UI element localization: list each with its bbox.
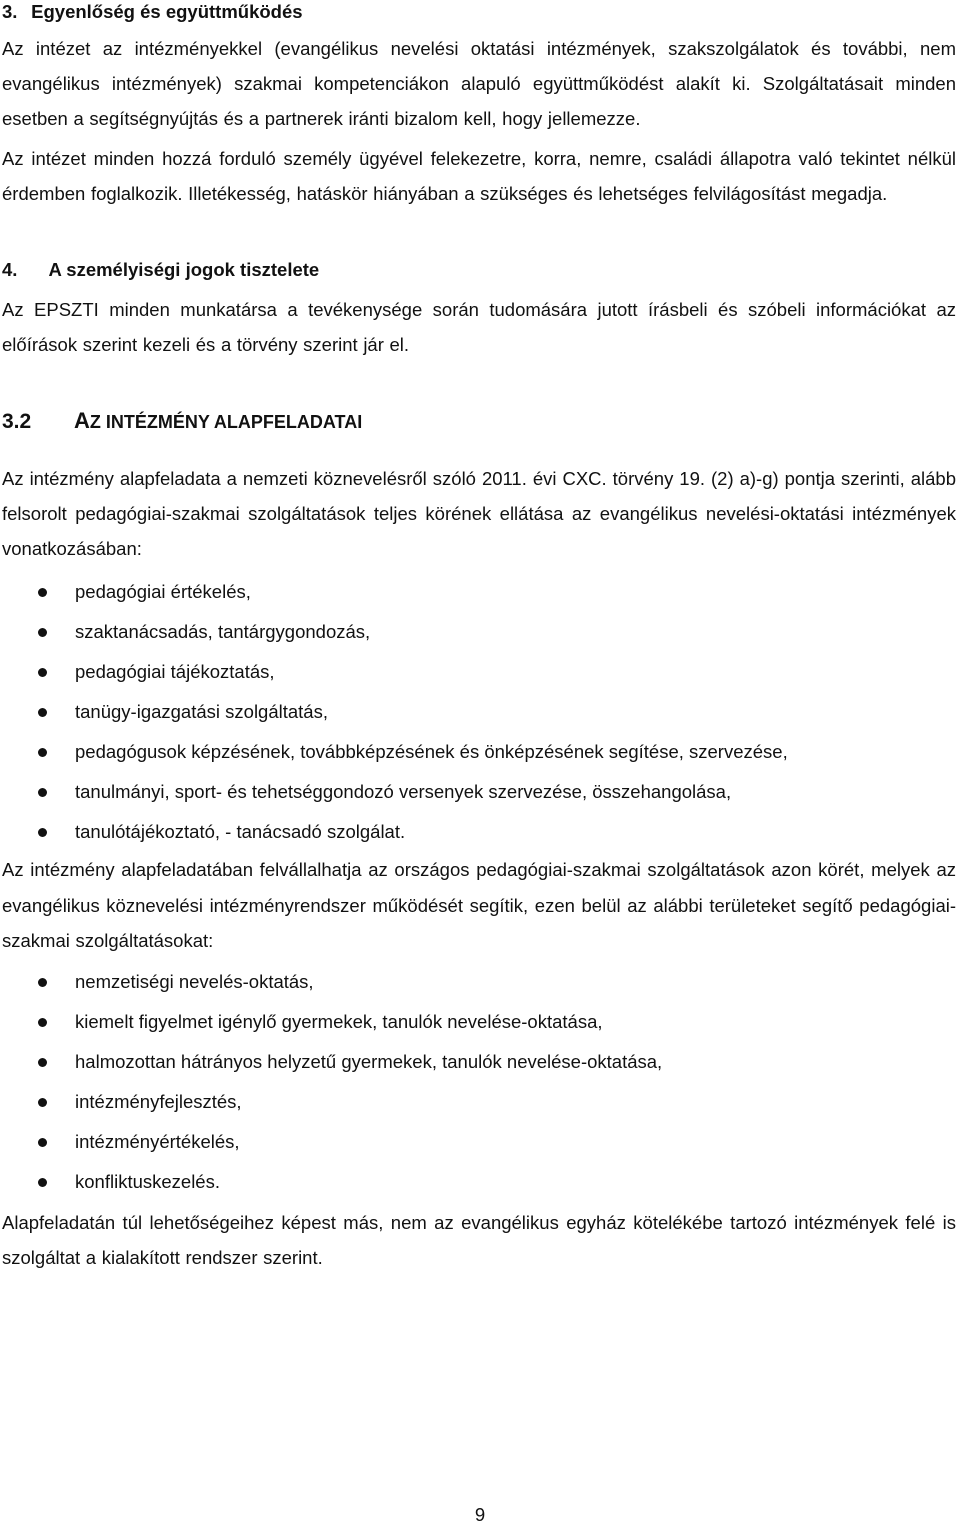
bullet-icon	[38, 748, 47, 757]
section-number: 3.2	[2, 410, 32, 433]
bullet-icon	[38, 708, 47, 717]
heading-number: 4.	[2, 259, 18, 280]
list-item: pedagógiai értékelés,	[0, 580, 940, 620]
paragraph-core-task-intro: Az intézmény alapfeladata a nemzeti köznevelésről szóló 2011. évi CXC. törvény 19. (2) a)-g) pontja szerinti, alább felsorolt pedagógiai-szakmai szolgáltatások teljes körének ellátása az evangélikus nevelési-oktatási intézmények vonatkozásában:	[2, 468, 956, 559]
heading-title: Egyenlőség és együttműködés	[31, 1, 303, 22]
bullet-icon	[38, 978, 47, 987]
page-number: 9	[474, 1504, 486, 1525]
list-item: konfliktuskezelés.	[0, 1170, 940, 1210]
paragraph-data-handling: Az EPSZTI minden munkatársa a tevékenysége során tudomására jutott írásbeli és szóbeli információkat az előírások szerint kezeli és a törvény szerint jár el.	[2, 299, 956, 355]
list-item: pedagógiai tájékoztatás,	[0, 660, 940, 700]
bullet-icon	[38, 1018, 47, 1027]
section-title-first-letter: A	[74, 408, 90, 433]
paragraph-external-services: Alapfeladatán túl lehetőségeihez képest más, nem az evangélikus egyház kötelékébe tartozó intézmények felé is szolgáltat a kialakított rendszer szerint.	[2, 1212, 956, 1268]
list-item: intézményfejlesztés,	[0, 1090, 940, 1130]
paragraph-additional-tasks: Az intézmény alapfeladatában felvállalhatja az országos pedagógiai-szakmai szolgáltatások azon körét, melyek az evangélikus köznevelési intézményrendszer működését segítik, ezen belül az alábbi területeket segítő pedagógiai-szakmai szolgáltatásokat:	[2, 859, 956, 951]
list-item: halmozottan hátrányos helyzetű gyermekek, tanulók nevelése-oktatása,	[0, 1050, 940, 1090]
bullet-icon	[38, 668, 47, 677]
heading-number: 3.	[2, 1, 18, 22]
list-item: tanulótájékoztató, - tanácsadó szolgálat.	[0, 820, 940, 860]
bullet-icon	[38, 828, 47, 837]
section-title-core-tasks	[2, 406, 362, 436]
heading-personal-rights	[2, 258, 319, 282]
bullet-icon	[38, 1138, 47, 1147]
list-item: kiemelt figyelmet igénylő gyermekek, tanulók nevelése-oktatása,	[0, 1010, 940, 1050]
core-services-list	[0, 580, 940, 860]
bullet-icon	[38, 588, 47, 597]
list-item: szaktanácsadás, tantárgygondozás,	[0, 620, 940, 660]
bullet-icon	[38, 1098, 47, 1107]
heading-equality	[2, 0, 303, 24]
list-item: pedagógusok képzésének, továbbképzésének és önképzésének segítése, szervezése,	[0, 740, 940, 780]
bullet-icon	[38, 1178, 47, 1187]
section-title-rest: Z INTÉZMÉNY ALAPFELADATAI	[89, 412, 363, 432]
heading-title: A személyiségi jogok tisztelete	[48, 259, 320, 280]
bullet-icon	[38, 1058, 47, 1067]
additional-services-list	[0, 970, 940, 1210]
bullet-icon	[38, 628, 47, 637]
bullet-icon	[38, 788, 47, 797]
list-item: tanügy-igazgatási szolgáltatás,	[0, 700, 940, 740]
paragraph-cooperation: Az intézet az intézményekkel (evangélikus nevelési oktatási intézmények, szakszolgálatok és további, nem evangélikus intézmények) szakmai kompetenciákon alapuló együttműködést alakít ki. Szolgáltatásait minden esetben a segítségnyújtás és a partnerek iránti bizalom kell, hogy jellemezze.	[2, 38, 956, 129]
list-item: intézményértékelés,	[0, 1130, 940, 1170]
list-item: nemzetiségi nevelés-oktatás,	[0, 970, 940, 1010]
list-item: tanulmányi, sport- és tehetséggondozó versenyek szervezése, összehangolása,	[0, 780, 940, 820]
paragraph-equal-treatment: Az intézet minden hozzá forduló személy ügyével felekezetre, korra, nemre, családi állapotra való tekintet nélkül érdemben foglalkozik. Illetékesség, hatáskör hiányában a szükséges és lehetséges felvilágosítást megadja.	[2, 148, 956, 204]
